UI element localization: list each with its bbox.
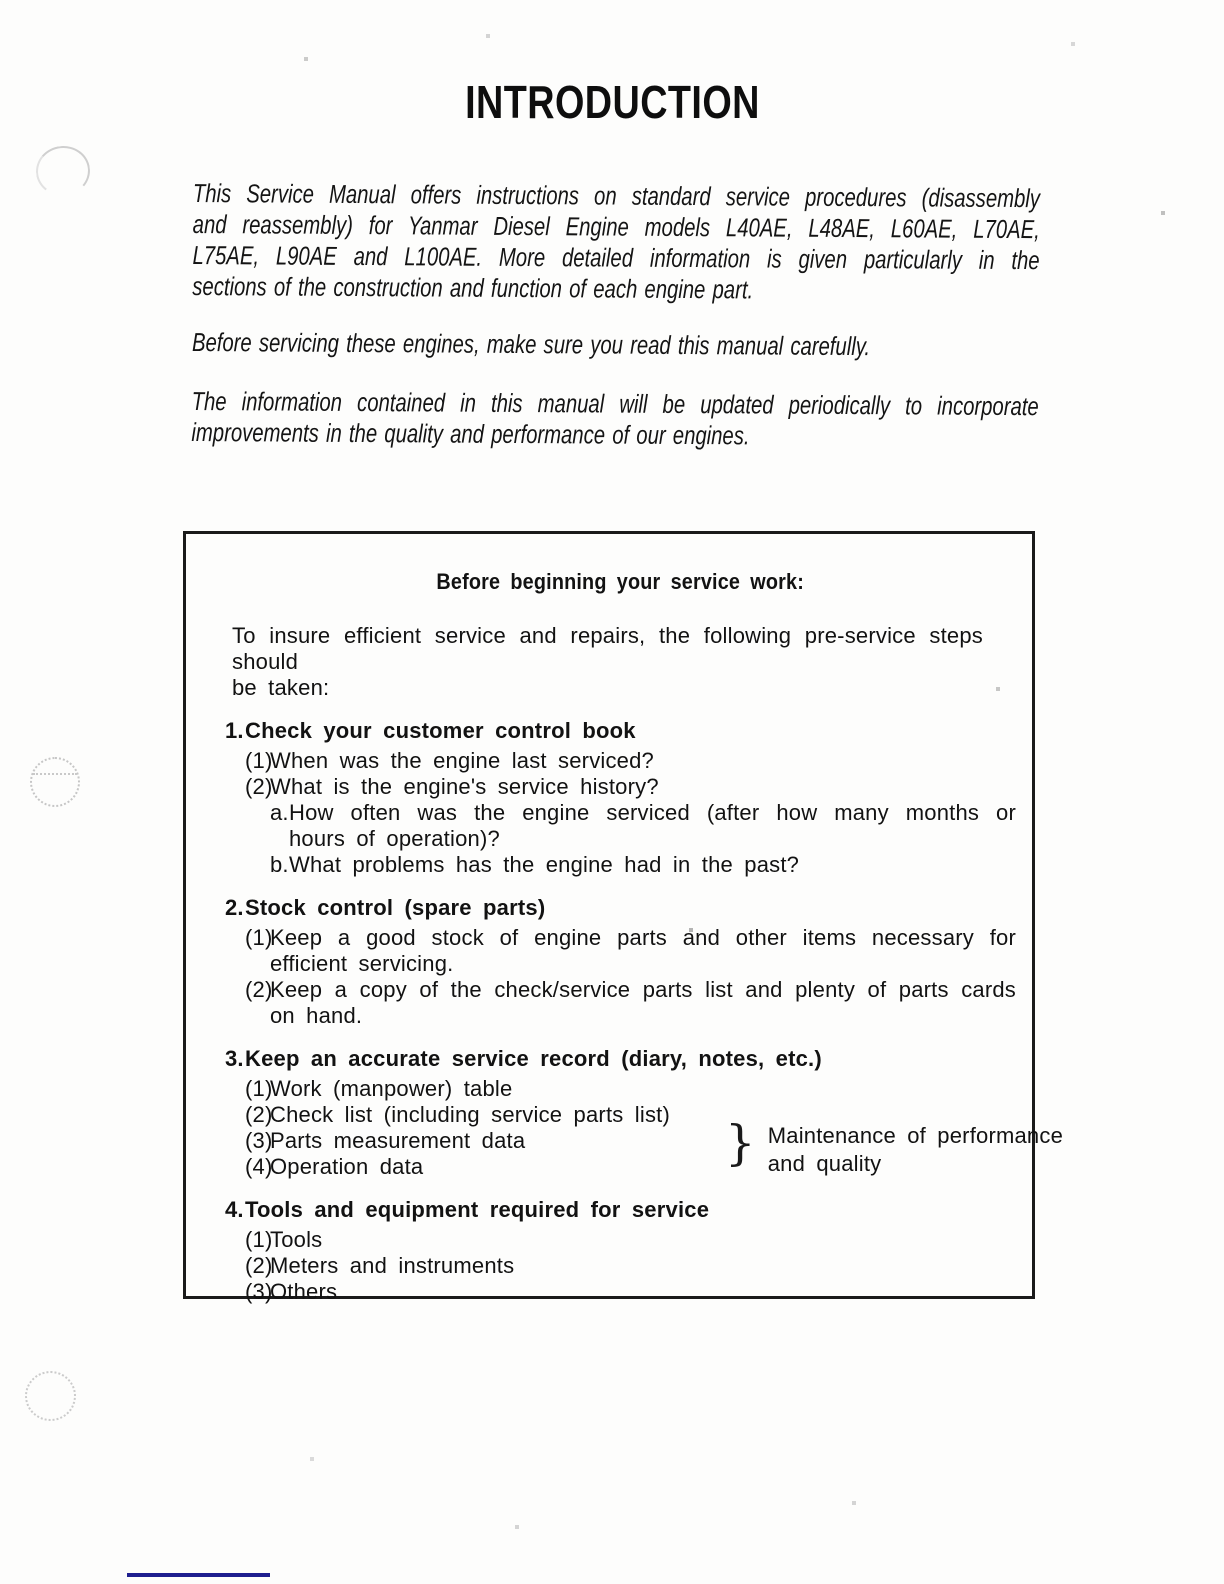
text-line: This Service Manual offers instructions on standard service procedures (disassembly	[192, 178, 1041, 214]
sub-item	[245, 748, 1016, 774]
text-line: The information contained in this manual will be updated periodically to incorporate	[191, 385, 1039, 422]
sub-item-list	[245, 748, 1016, 878]
punch-hole-artifact-bottom	[25, 1371, 76, 1421]
scan-speckles	[0, 0, 2, 2]
maintenance-brace-note	[725, 1115, 1063, 1178]
intro-paragraphs	[191, 178, 1040, 453]
sub-item-number: b.	[270, 852, 289, 877]
sub-item-number: (3)	[245, 1128, 273, 1153]
sub-item-number: (3)	[245, 1279, 273, 1304]
sub-item-number: (1)	[245, 748, 273, 773]
pre-service-notice-box	[183, 531, 1063, 1304]
service-step-item-1	[225, 717, 1016, 878]
text-line: sections of the construction and function of each engine part.	[192, 270, 754, 305]
pre-service-lead	[232, 623, 983, 701]
text-line: How often was the engine serviced (after how many months or	[289, 800, 1016, 825]
sub-item-list	[245, 925, 1016, 1029]
sub-item	[245, 1279, 1016, 1305]
item-title: Check your customer control book	[245, 718, 636, 743]
sub-item-list	[245, 1076, 1063, 1180]
sub-item-number: a.	[270, 800, 289, 825]
sub-item	[245, 977, 1016, 1029]
item-title: Stock control (spare parts)	[245, 895, 546, 920]
item-number: 4.	[225, 1197, 244, 1222]
sub-item-alpha	[270, 800, 1016, 852]
page-title	[0, 76, 1224, 128]
item-number: 3.	[225, 1046, 244, 1071]
item-body	[245, 894, 1016, 1029]
punch-hole-artifact-middle	[30, 757, 80, 807]
sub-item-text: Work (manpower) table	[270, 1076, 513, 1101]
text-line: L75AE, L90AE and L100AE. More detailed information is given particularly in the	[192, 239, 1040, 276]
service-step-item-2	[225, 894, 1016, 1029]
text-line: improvements in the quality and performance of our engines.	[191, 416, 750, 451]
sub-item	[245, 925, 1016, 977]
item-body	[245, 1196, 1016, 1305]
text-line: Keep a copy of the check/service parts list and plenty of parts cards	[270, 977, 1016, 1002]
sub-item-text: Tools	[270, 1227, 323, 1252]
text-line: and reassembly) for Yanmar Diesel Engine models L40AE, L48AE, L60AE, L70AE,	[192, 208, 1040, 245]
text-line: Maintenance of performance	[767, 1123, 1063, 1148]
sub-item-text: Others	[270, 1279, 338, 1304]
text-line: be taken:	[232, 675, 330, 700]
sub-item-number: (2)	[245, 977, 273, 1002]
item-number: 1.	[225, 718, 244, 743]
sub-item	[245, 774, 1016, 800]
service-step-item-3	[225, 1045, 1063, 1180]
sub-item-number: (2)	[245, 1102, 273, 1127]
punch-hole-artifact-top	[34, 143, 93, 198]
sub-item-text: What is the engine's service history?	[270, 774, 659, 799]
text-line: on hand.	[270, 1003, 363, 1028]
sub-item-number: (1)	[245, 1227, 273, 1252]
text-line: Before servicing these engines, make sure you read this manual carefully.	[191, 326, 871, 362]
item-number: 2.	[225, 895, 244, 920]
sub-item	[245, 1227, 1016, 1253]
sub-item-text: What problems has the engine had in the past?	[289, 852, 800, 877]
sub-item	[245, 1076, 1016, 1102]
sub-item-text	[270, 925, 1016, 977]
text-line: and quality	[767, 1151, 882, 1176]
sub-item-list	[245, 1227, 1016, 1305]
intro-paragraph-3	[191, 386, 1038, 453]
sub-item-number: (1)	[245, 1076, 273, 1101]
item-title: Keep an accurate service record (diary, notes, etc.)	[245, 1046, 822, 1071]
page-title-text: INTRODUCTION	[464, 76, 760, 129]
sub-item-number: (4)	[245, 1154, 273, 1179]
item-body	[245, 717, 1016, 878]
sub-item-number: (2)	[245, 774, 273, 799]
text-line: efficient servicing.	[270, 951, 454, 976]
service-step-item-4	[225, 1196, 1016, 1305]
brace-note-text	[768, 1120, 1063, 1178]
sub-item-alpha	[270, 852, 1016, 878]
footer-accent-bar	[127, 1573, 270, 1577]
sub-item	[245, 1253, 1016, 1279]
sub-item-text	[270, 977, 1016, 1029]
notice-box-heading-text: Before beginning your service work:	[436, 569, 805, 594]
sub-item-number: (1)	[245, 925, 273, 950]
sub-item-number: (2)	[245, 1253, 273, 1278]
text-line: To insure efficient service and repairs, the following pre-service steps should	[232, 623, 983, 674]
item-body	[245, 1045, 1063, 1180]
curly-brace-icon: }	[725, 1115, 756, 1171]
sub-item-text: Parts measurement data	[270, 1128, 526, 1153]
intro-paragraph-2	[192, 327, 1039, 363]
sub-item-text: Operation data	[270, 1154, 424, 1179]
text-line: hours of operation)?	[289, 826, 500, 851]
sub-item-text: When was the engine last serviced?	[270, 748, 654, 773]
notice-box-heading	[225, 568, 1016, 595]
sub-item-text	[289, 800, 1016, 852]
text-line: Keep a good stock of engine parts and other items necessary for	[270, 925, 1016, 950]
intro-paragraph-1	[192, 178, 1040, 307]
sub-item-text: Check list (including service parts list)	[270, 1102, 670, 1127]
item-title: Tools and equipment required for service	[245, 1197, 710, 1222]
sub-item-text: Meters and instruments	[270, 1253, 515, 1278]
